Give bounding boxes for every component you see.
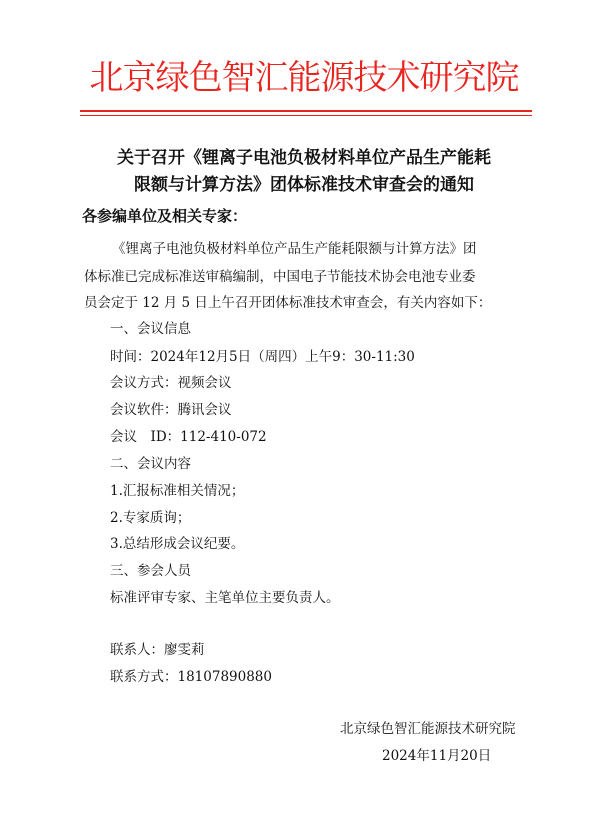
signature-date: 2024年11月20日	[382, 748, 492, 764]
intro-line-1: 《锂离子电池负极材料单位产品生产能耗限额与计算方法》团	[112, 241, 477, 257]
agenda-item-1: 1.汇报标准相关情况；	[110, 483, 245, 499]
contact-person: 联系人：廖雯莉	[110, 642, 205, 658]
meeting-time: 时间：2024年12月5日（周四）上午9：30-11:30	[110, 349, 415, 365]
intro-line-3: 员会定于 12 月 5 日上午召开团体标准技术审查会，有关内容如下：	[84, 295, 492, 311]
letterhead-rule	[80, 110, 532, 116]
section-3-heading: 三、参会人员	[110, 563, 191, 579]
signature-organization: 北京绿色智汇能源技术研究院	[340, 721, 516, 737]
salutation: 各参编单位及相关专家：	[82, 207, 248, 225]
section-1-heading: 一、会议信息	[110, 321, 191, 337]
document-title-line-1: 关于召开《锂离子电池负极材料单位产品生产能耗	[117, 148, 491, 168]
agenda-item-2: 2.专家质询；	[110, 510, 191, 526]
letterhead-title: 北京绿色智汇能源技术研究院	[89, 58, 519, 98]
meeting-software: 会议软件：腾讯会议	[110, 402, 232, 418]
section-2-heading: 二、会议内容	[110, 456, 191, 472]
attendees: 标准评审专家、主笔单位主要负责人。	[110, 590, 340, 606]
meeting-method: 会议方式：视频会议	[110, 375, 232, 391]
contact-phone: 联系方式：18107890880	[110, 669, 272, 685]
document-title-line-2: 限额与计算方法》团体标准技术审查会的通知	[134, 175, 474, 195]
meeting-id: 会议 ID：112-410-072	[110, 429, 267, 445]
agenda-item-3: 3.总结形成会议纪要。	[110, 536, 245, 552]
intro-line-2: 体标准已完成标准送审稿编制，中国电子节能技术协会电池专业委	[84, 269, 476, 285]
